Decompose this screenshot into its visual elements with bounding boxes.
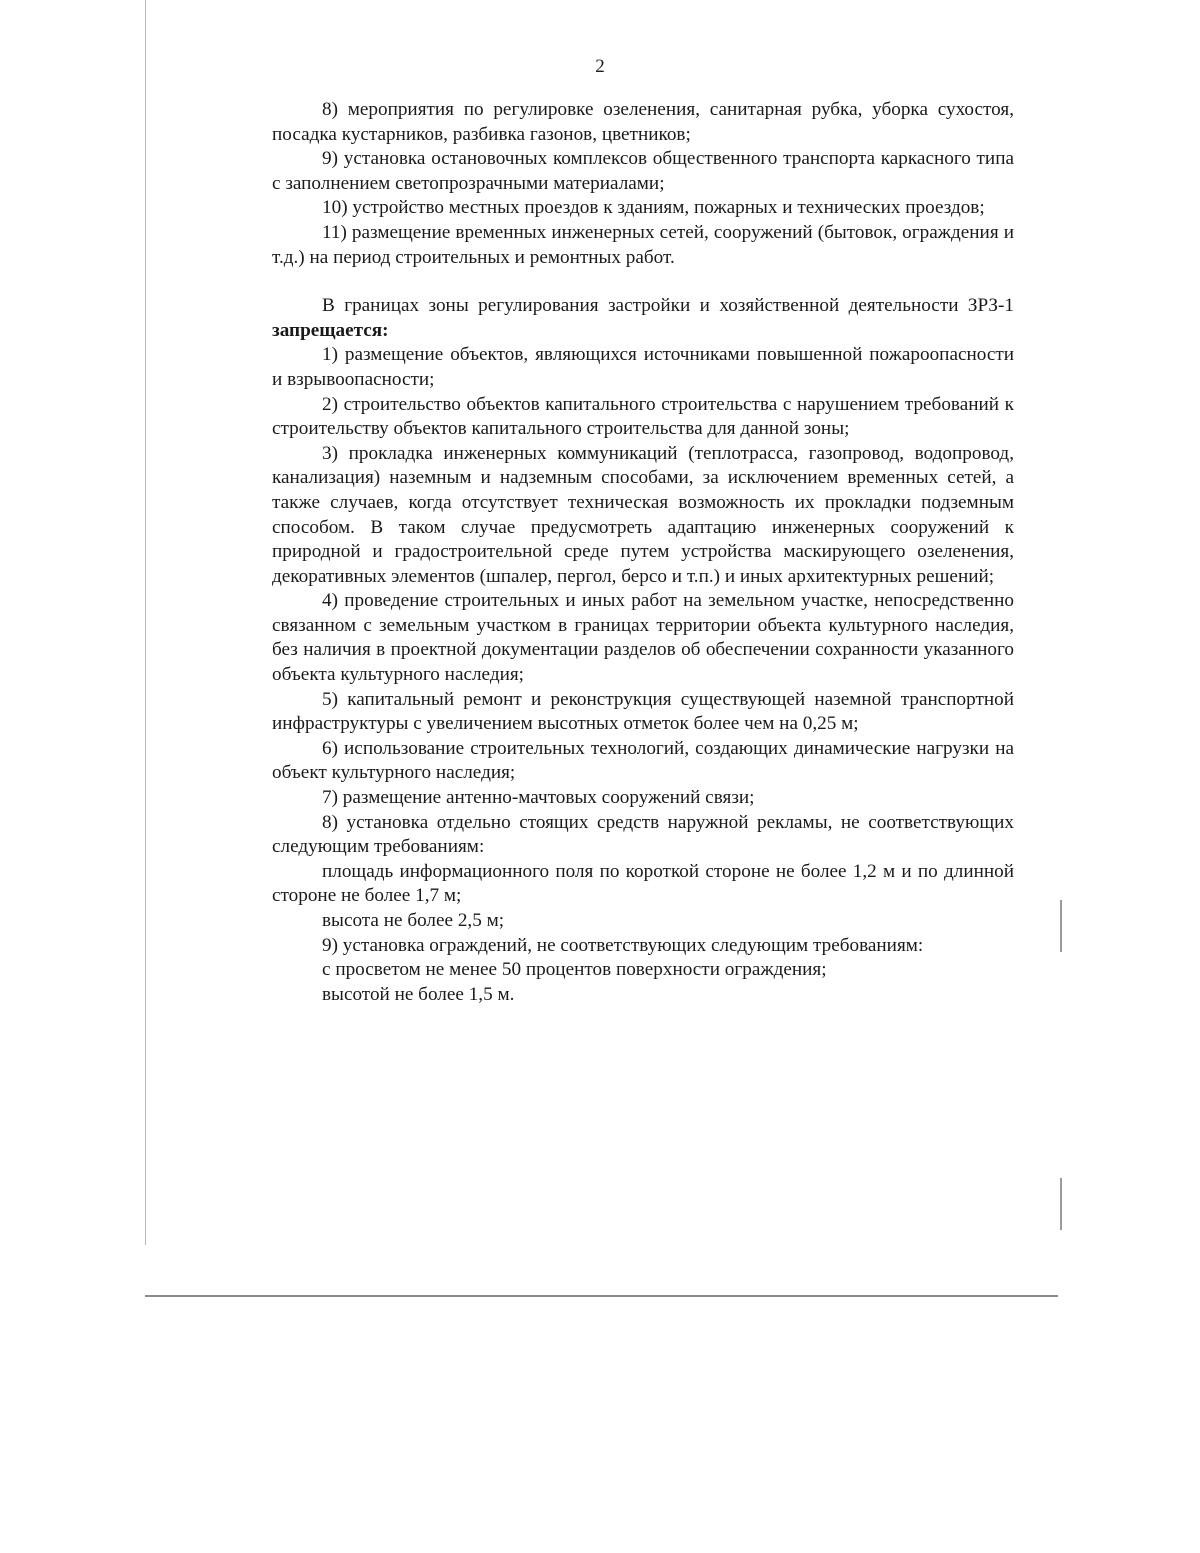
scan-mark-right-lower (1060, 1178, 1062, 1230)
scan-edge-left (145, 0, 146, 1245)
requirement-item: высота не более 2,5 м; (322, 910, 505, 931)
list-item: 10) устройство местных проездов к зданиям, пожарных и технических проездов; (322, 197, 985, 219)
requirement-item: высотой не более 1,5 м. (322, 983, 515, 1005)
paragraph-gap (272, 270, 1014, 294)
document-body (272, 98, 1014, 1007)
section-intro-text: В границах зоны регулирования застройки и хозяйственной деятельности ЗРЗ-1 (322, 295, 1014, 317)
scan-bottom-rule (145, 1295, 1058, 1297)
list-item: 4) проведение строительных и иных работ на земельном участке, непосредственно связанном с земельным участком в границах территории объекта культурного наследия, без наличия в проектной документации разделов об обеспечении сохранности указанного объекта культурного наследия; (272, 590, 1014, 686)
page-number: 2 (595, 56, 605, 77)
list-item: 1) размещение объектов, являющихся источниками повышенной пожароопасности и взрывоопасности; (272, 344, 1014, 390)
list-item: 2) строительство объектов капитального строительства с нарушением требований к строительству объектов капитального строительства для данной зоны; (272, 393, 1014, 440)
requirement-item: площадь информационного поля по короткой стороне не более 1,2 м и по длинной стороне не более 1,7 м; (272, 860, 1014, 907)
section-intro-bold: запрещается: (272, 319, 389, 341)
requirement-item: с просветом не менее 50 процентов поверхности ограждения; (322, 959, 827, 981)
list-item: 5) капитальный ремонт и реконструкция существующей наземной транспортной инфраструктуры с увеличением высотных отметок более чем на 0,25 м; (272, 688, 1014, 735)
list-item: 9) установка ограждений, не соответствующих следующим требованиям: (322, 934, 924, 956)
list-item: 8) установка отдельно стоящих средств наружной рекламы, не соответствующих следующим требованиям: (272, 811, 1014, 858)
list-item: 7) размещение антенно-мачтовых сооружений связи; (322, 787, 755, 809)
section-intro (272, 294, 1014, 343)
list-item: 6) использование строительных технологий, создающих динамические нагрузки на объект культурного наследия; (272, 737, 1014, 784)
list-item: 11) размещение временных инженерных сетей, сооружений (бытовок, ограждения и т.д.) на период строительных и ремонтных работ. (272, 221, 1014, 268)
scan-mark-right-upper (1060, 900, 1062, 952)
list-item: 9) установка остановочных комплексов общественного транспорта каркасного типа с заполнением светопрозрачными материалами; (272, 148, 1014, 194)
list-item: 8) мероприятия по регулировке озеленения, санитарная рубка, уборка сухостоя, посадка кустарников, разбивка газонов, цветников; (272, 99, 1014, 145)
list-item: 3) прокладка инженерных коммуникаций (теплотрасса, газопровод, водопровод, канализация) наземным и надземным способами, за исключением временных сетей, а также случаев, когда отсутствует техническая возможность их прокладки подземным способом. В таком случае предусмотреть адаптацию инженерных сооружений к природной и градостроительной среде путем устройства маскирующего озеленения, декоративных элементов (шпалер, пергол, берсо и т.п.) и иных архитектурных решений; (272, 442, 1014, 587)
